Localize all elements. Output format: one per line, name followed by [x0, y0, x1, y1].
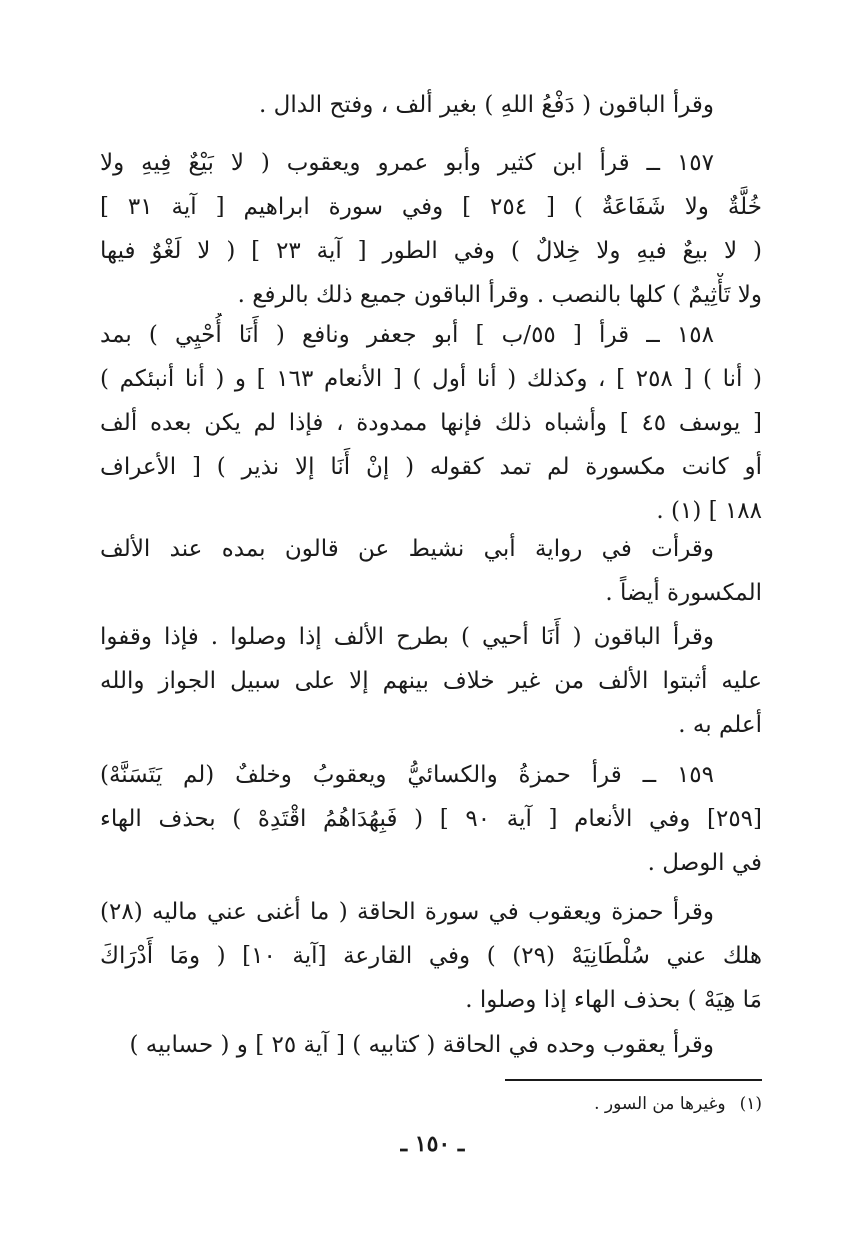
paragraph-157: [100, 141, 762, 317]
text-line: ١٥٧ ــ قرأ ابن كثير وأبو عمرو ويعقوب ( لا بَيْعٌ فِيهِ ولا: [100, 150, 714, 176]
text-line: أو كانت مكسورة لم تمد كقوله ( إنْ أَنَا إلا نذير ) [ الأعراف: [100, 454, 762, 480]
page-number: ـ ١٥٠ ـ: [400, 1131, 465, 1157]
text-line: المكسورة أيضاً .: [605, 580, 762, 606]
text-line: وقرأت في رواية أبي نشيط عن قالون بمده عند الألف: [100, 536, 714, 562]
paragraph-yaqub: [100, 1023, 762, 1067]
text-line: مَا هِيَهْ ) بحذف الهاء إذا وصلوا .: [465, 987, 762, 1013]
text-line: ١٥٩ ــ قرأ حمزةُ والكسائيُّ ويعقوبُ وخلفٌ (لم يَتَسَنَّهْ): [100, 762, 714, 788]
text-line: وقرأ الباقون ( دَفْعُ اللهِ ) بغير ألف ، وفتح الدال .: [258, 92, 714, 118]
footnote: [362, 1092, 762, 1116]
paragraph-haqqa: [100, 890, 762, 1022]
paragraph-qalun: [100, 527, 762, 615]
text-line: [٢٥٩] وفي الأنعام [ آية ٩٠ ] ( فَبِهُدَاهُمُ اقْتَدِهْ ) بحذف الهاء: [100, 806, 762, 832]
text-line: ولا تَأْثِيمٌ ) كلها بالنصب . وقرأ الباقون جميع ذلك بالرفع .: [237, 282, 762, 308]
paragraph-1: [100, 83, 762, 127]
text-line: أعلم به .: [678, 712, 762, 738]
footnote-divider: [505, 1079, 762, 1081]
text-line: ١٥٨ ــ قرأ [ ٥٥/ب ] أبو جعفر ونافع ( أَنَا أُحْيِي ) بمد: [100, 322, 714, 348]
text-line: ( لا بيعٌ فيهِ ولا خِلالٌ ) وفي الطور [ آية ٢٣ ] ( لا لَغْوٌ فيها: [100, 238, 762, 264]
text-line: هلك عني سُلْطَانِيَهْ (٢٩) ) وفي القارعة [آية ١٠] ( ومَا أَدْرَاكَ: [100, 943, 762, 969]
text-line: وقرأ يعقوب وحده في الحاقة ( كتابيه ) [ آية ٢٥ ] و ( حسابيه ): [129, 1032, 714, 1058]
text-line: ١٨٨ ] (١) .: [656, 498, 762, 524]
text-line: في الوصل .: [647, 850, 762, 876]
footnote-text: وغيرها من السور .: [594, 1094, 726, 1114]
text-line: وقرأ الباقون ( أَنَا أحيي ) بطرح الألف إذا وصلوا . فإذا وقفوا: [100, 624, 714, 650]
paragraph-158: [100, 313, 762, 533]
footnote-marker: (١): [739, 1094, 762, 1114]
text-line: [ يوسف ٤٥ ] وأشباه ذلك فإنها ممدودة ، فإذا لم يكن بعده ألف: [100, 410, 762, 436]
text-line: عليه أثبتوا الألف من غير خلاف بينهم إلا على سبيل الجواز والله: [100, 668, 762, 694]
text-line: خُلَّةٌ ولا شَفَاعَةٌ ) [ ٢٥٤ ] وفي سورة ابراهيم [ آية ٣١ ]: [100, 194, 762, 220]
text-line: وقرأ حمزة ويعقوب في سورة الحاقة ( ما أغنى عني ماليه (٢٨): [100, 899, 714, 925]
paragraph-159: [100, 753, 762, 885]
text-line: ( أنا ) [ ٢٥٨ ] ، وكذلك ( أنا أول ) [ الأنعام ١٦٣ ] و ( أنا أنبئكم ): [100, 366, 762, 392]
paragraph-baqun-ana: [100, 615, 762, 747]
